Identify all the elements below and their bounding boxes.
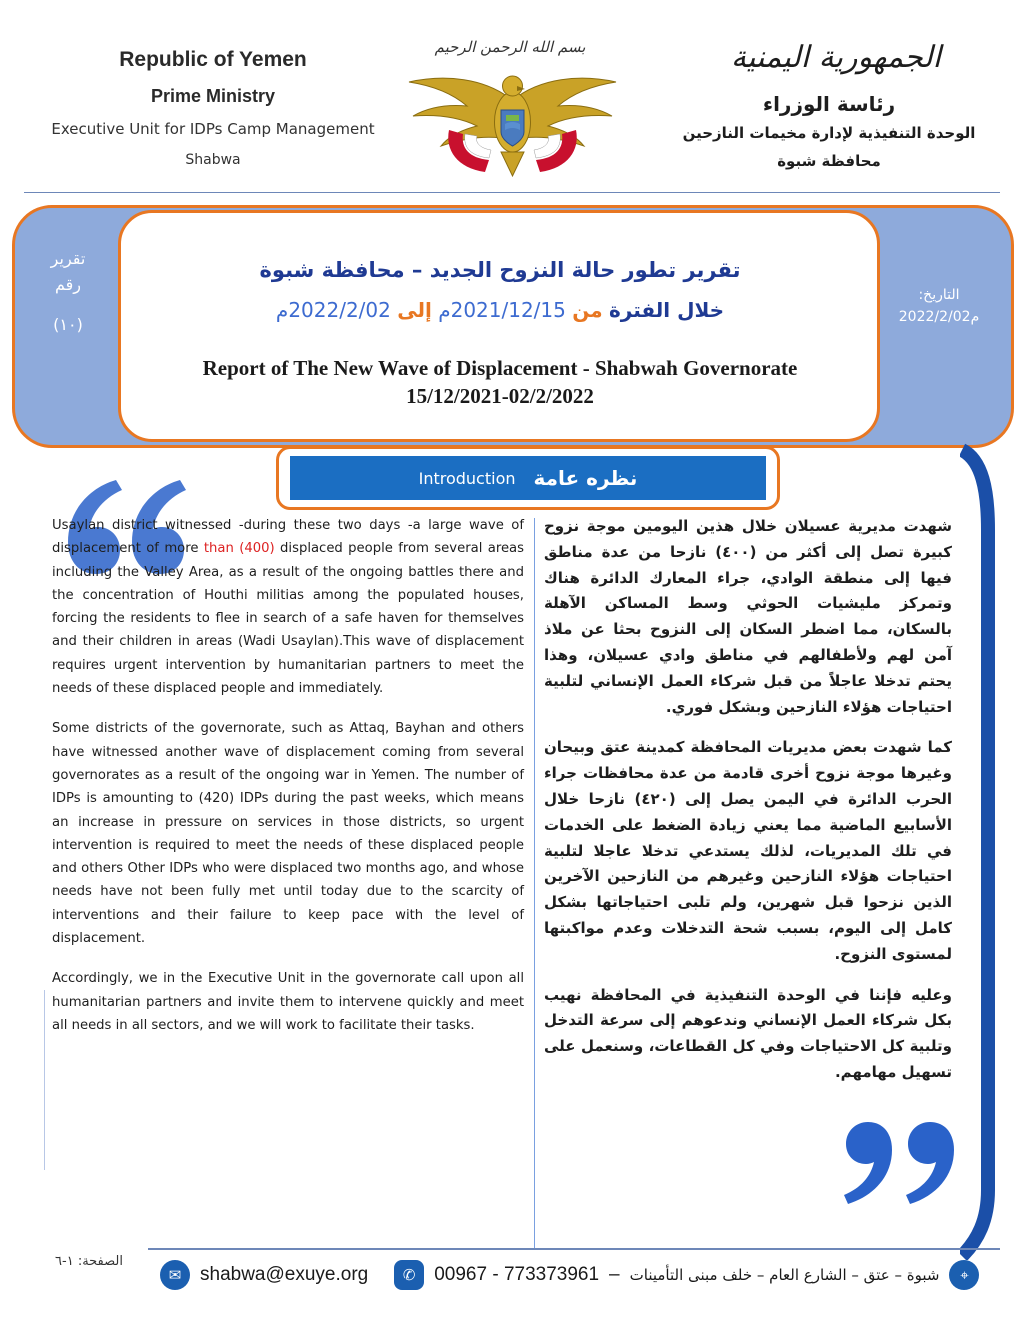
country-name-en: Republic of Yemen — [119, 48, 307, 71]
en-paragraph-1: Usaylan district witnessed -during these two days -a large wave of displacement of more than (400) displaced people from several areas including the Valley Area, as a result of the ongoing battles there and the concentration of Houthi militias among the populated houses, forcing the residents to flee in search of a safe haven for themselves and their children in areas (Wadi Usaylan).This wave of displacement requires urgent intervention by humanitarian partners to meet the needs of these displaced people and immediately. — [52, 518, 525, 697]
ministry-name-en: Prime Ministry — [150, 86, 276, 106]
report-title-en-line2: 15/12/2021-02/2/2022 — [406, 384, 594, 408]
report-number-block — [30, 246, 106, 338]
location-pin-icon: ⌖ — [949, 1260, 979, 1290]
unit-name-en: Executive Unit for IDPs Camp Management — [51, 120, 375, 138]
period-start-date: 2021/12/15م — [438, 298, 566, 322]
report-title-en — [140, 354, 860, 410]
footer-contacts: ✉ shabwa@exuye.org ✆ 00967 - 773373961 – شبوة – عتق – الشارع العام – خلف مبنى التأمينات ⌖ — [160, 1258, 1000, 1292]
report-date: 2022/2/02م — [898, 309, 980, 325]
unit-name-ar: الوحدة التنفيذية لإدارة مخيمات النازحين — [682, 124, 976, 142]
footer-address: شبوة – عتق – الشارع العام – خلف مبنى التأمينات — [629, 1266, 940, 1284]
arabic-body — [544, 514, 952, 1101]
ar-paragraph-2: كما شهدت بعض مديريات المحافظة كمدينة عتق وبيحان وغيرها موجة نزوح أخرى قادمة من عدة محافظات جراء الحرب الدائرة في اليمن يصل إلى (٤٢٠) نازحا خلال الأسابيع الماضية مما يعني زيادة الضغط على الخدمات في تلك المديريات، لذلك يستدعي تدخلا عاجلا لتلبية احتياجات هؤلاء النازحين وغيرهم من النازحين الآخرين الذين نزحوا قبل شهرين، ولم تلبى احتياجاتها بشكل كامل إلى اليوم، بسبب شحة التدخلات وعدم مواكبتها لمستوى النزوح. — [544, 738, 953, 963]
period-label: خلال الفترة — [608, 298, 725, 322]
ministry-name-ar: رئاسة الوزراء — [762, 92, 896, 116]
intro-heading-ar: نظره عامة — [533, 466, 638, 490]
footer-phone[interactable]: 00967 - 773373961 — [434, 1264, 600, 1285]
governorate-name-en: Shabwa — [185, 152, 241, 168]
intro-heading — [290, 456, 766, 500]
en-paragraph-2: Some districts of the governorate, such as Attaq, Bayhan and others have witnessed another wave of displacement coming from several governorates as a result of the ongoing war in Yemen. The number of IDPs is amounting to (420) IDPs during the past weeks, which means an increase in pressure on services in those districts, so urgent intervention is required to meet the needs of these displaced people and others Other IDPs who were displaced two months ago, and whose needs have not been fully met until today due to the scarcity of interventions and their failure to keep pace with the level of displacement. — [52, 721, 524, 947]
date-label: التاريخ: — [918, 287, 960, 303]
intro-heading-en: Introduction — [418, 468, 516, 488]
footer-email[interactable]: shabwa@exuye.org — [200, 1264, 369, 1285]
ar-paragraph-3: وعليه فإننا في الوحدة التنفيذية في المحافظة نهيب بكل شركاء العمل الإنساني وندعوهم إلى سرعة التدخل وتلبية كل الاحتياجات وفي كل القطاعات، وسنعمل على تسهيل مهامهم. — [544, 985, 952, 1081]
column-divider — [534, 518, 535, 1248]
email-icon: ✉ — [160, 1260, 190, 1290]
ar-paragraph-1: شهدت مديرية عسيلان خلال هذين اليومين موجة نزوح كبيرة تصل إلى أكثر من (٤٠٠) نازحا من عدة مناطق فيها إلى منطقة الوادي، جراء المعارك الدائرة هناك وتمركز مليشيات الحوثي وسط المساكن الآهلة بالسكان، مما اضطر السكان إلى النزوح بحثا عن ملاذ آمن لهم ولأطفالهم في مناطق وادي عسيلان، وهذا يحتم تدخلا عاجلاً من قبل شركاء العمل الإنساني لتلبية احتياجات هؤلاء النازحين وبشكل فوري. — [544, 517, 952, 716]
period-to: إلى — [397, 298, 432, 322]
country-name-ar: الجمهورية اليمنية — [730, 40, 942, 75]
period-end-date: 2022/2/02م — [275, 298, 391, 322]
page-number: الصفحة: ١-٦ — [55, 1254, 123, 1269]
governorate-name-ar: محافظة شبوة — [777, 152, 881, 170]
report-title-ar: تقرير تطور حالة النزوح الجديد – محافظة شبوة — [259, 258, 741, 282]
highlight-number: than (400) — [203, 541, 275, 557]
period-from: من — [572, 298, 603, 322]
phone-icon: ✆ — [394, 1260, 424, 1290]
en-paragraph-3: Accordingly, we in the Executive Unit in the governorate call upon all humanitarian partners and invite them to intervene quickly and meet all needs in all sectors, and we will work to facilitate their tasks. — [52, 971, 524, 1033]
footer-divider — [148, 1248, 1000, 1250]
header-divider — [24, 192, 1000, 193]
english-body — [52, 514, 524, 1054]
number-label: رقم — [54, 275, 82, 294]
basmala: بسم الله الرحمن الرحيم — [434, 38, 586, 56]
report-period-ar — [140, 298, 860, 322]
report-title-en-line1: Report of The New Wave of Displacement - Shabwah Governorate — [202, 356, 798, 380]
eagle-emblem-icon — [405, 60, 620, 180]
left-margin-rule — [44, 990, 45, 1170]
report-date-block — [884, 284, 994, 328]
report-number: (١٠) — [53, 315, 83, 334]
close-quote-icon — [838, 1118, 968, 1208]
report-label: تقرير — [50, 249, 86, 268]
